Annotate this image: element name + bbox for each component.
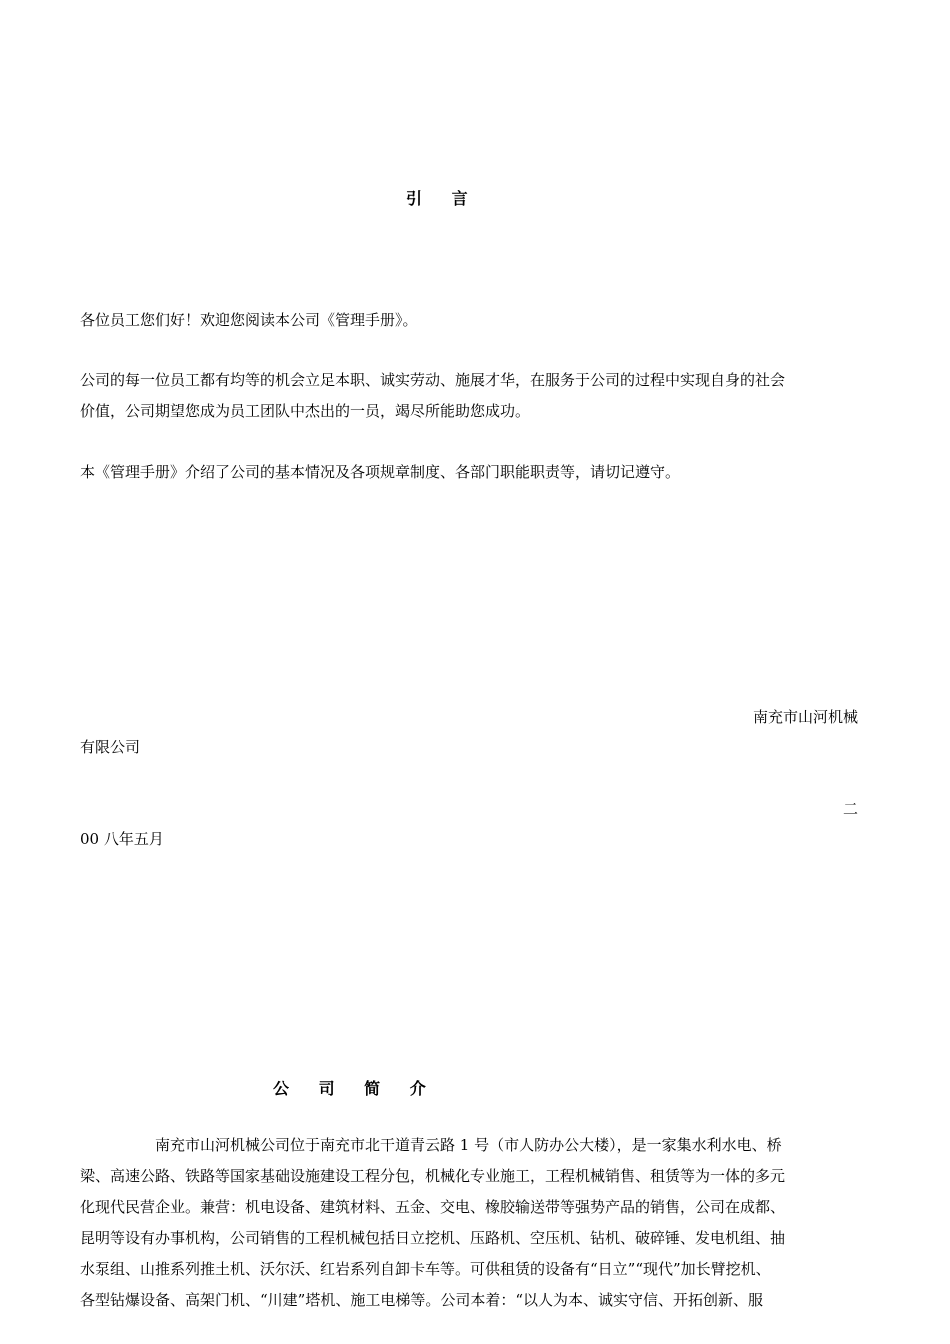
- profile-line: 化现代民营企业。兼营：机电设备、建筑材料、五金、交电、橡胶输送带等强势产品的销售，公司在成都、: [80, 1198, 786, 1216]
- signature-company-part-2: 有限公司: [80, 738, 141, 756]
- intro-paragraph-1-line-1: 公司的每一位员工都有均等的机会立足本职、诚实劳动、施展才华，在服务于公司的过程中实现自身的社会: [80, 371, 786, 389]
- profile-line: 梁、高速公路、铁路等国家基础设施建设工程分包，机械化专业施工，工程机械销售、租赁等为一体的多元: [80, 1167, 786, 1185]
- signature-company-part-1: 南充市山河机械: [752, 708, 858, 726]
- intro-greeting: 各位员工您们好！欢迎您阅读本公司《管理手册》。: [80, 311, 418, 329]
- profile-line: 水泵组、山推系列推土机、沃尔沃、红岩系列自卸卡车等。可供租赁的设备有“日立”“现代”加长臂挖机、: [80, 1260, 771, 1278]
- profile-line: 南充市山河机械公司位于南充市北干道青云路 1 号（市人防办公大楼），是一家集水利水电、桥: [155, 1136, 782, 1154]
- intro-paragraph-2: 本《管理手册》介绍了公司的基本情况及各项规章制度、各部门职能职责等，请切记遵守。: [80, 463, 681, 481]
- profile-title: 公 司 简 介: [273, 1079, 438, 1098]
- signature-date-part-1: 二: [842, 800, 858, 818]
- profile-line: 各型钻爆设备、高架门机、“川建”塔机、施工电梯等。公司本着：“以人为本、诚实守信、开拓创新、服: [80, 1291, 764, 1309]
- intro-title: 引 言: [406, 189, 480, 208]
- signature-date-part-2: 00 八年五月: [80, 830, 164, 848]
- profile-line: 昆明等设有办事机构，公司销售的工程机械包括日立挖机、压路机、空压机、钻机、破碎锤、发电机组、抽: [80, 1229, 786, 1247]
- intro-paragraph-1-line-2: 价值，公司期望您成为员工团队中杰出的一员，竭尽所能助您成功。: [80, 402, 531, 420]
